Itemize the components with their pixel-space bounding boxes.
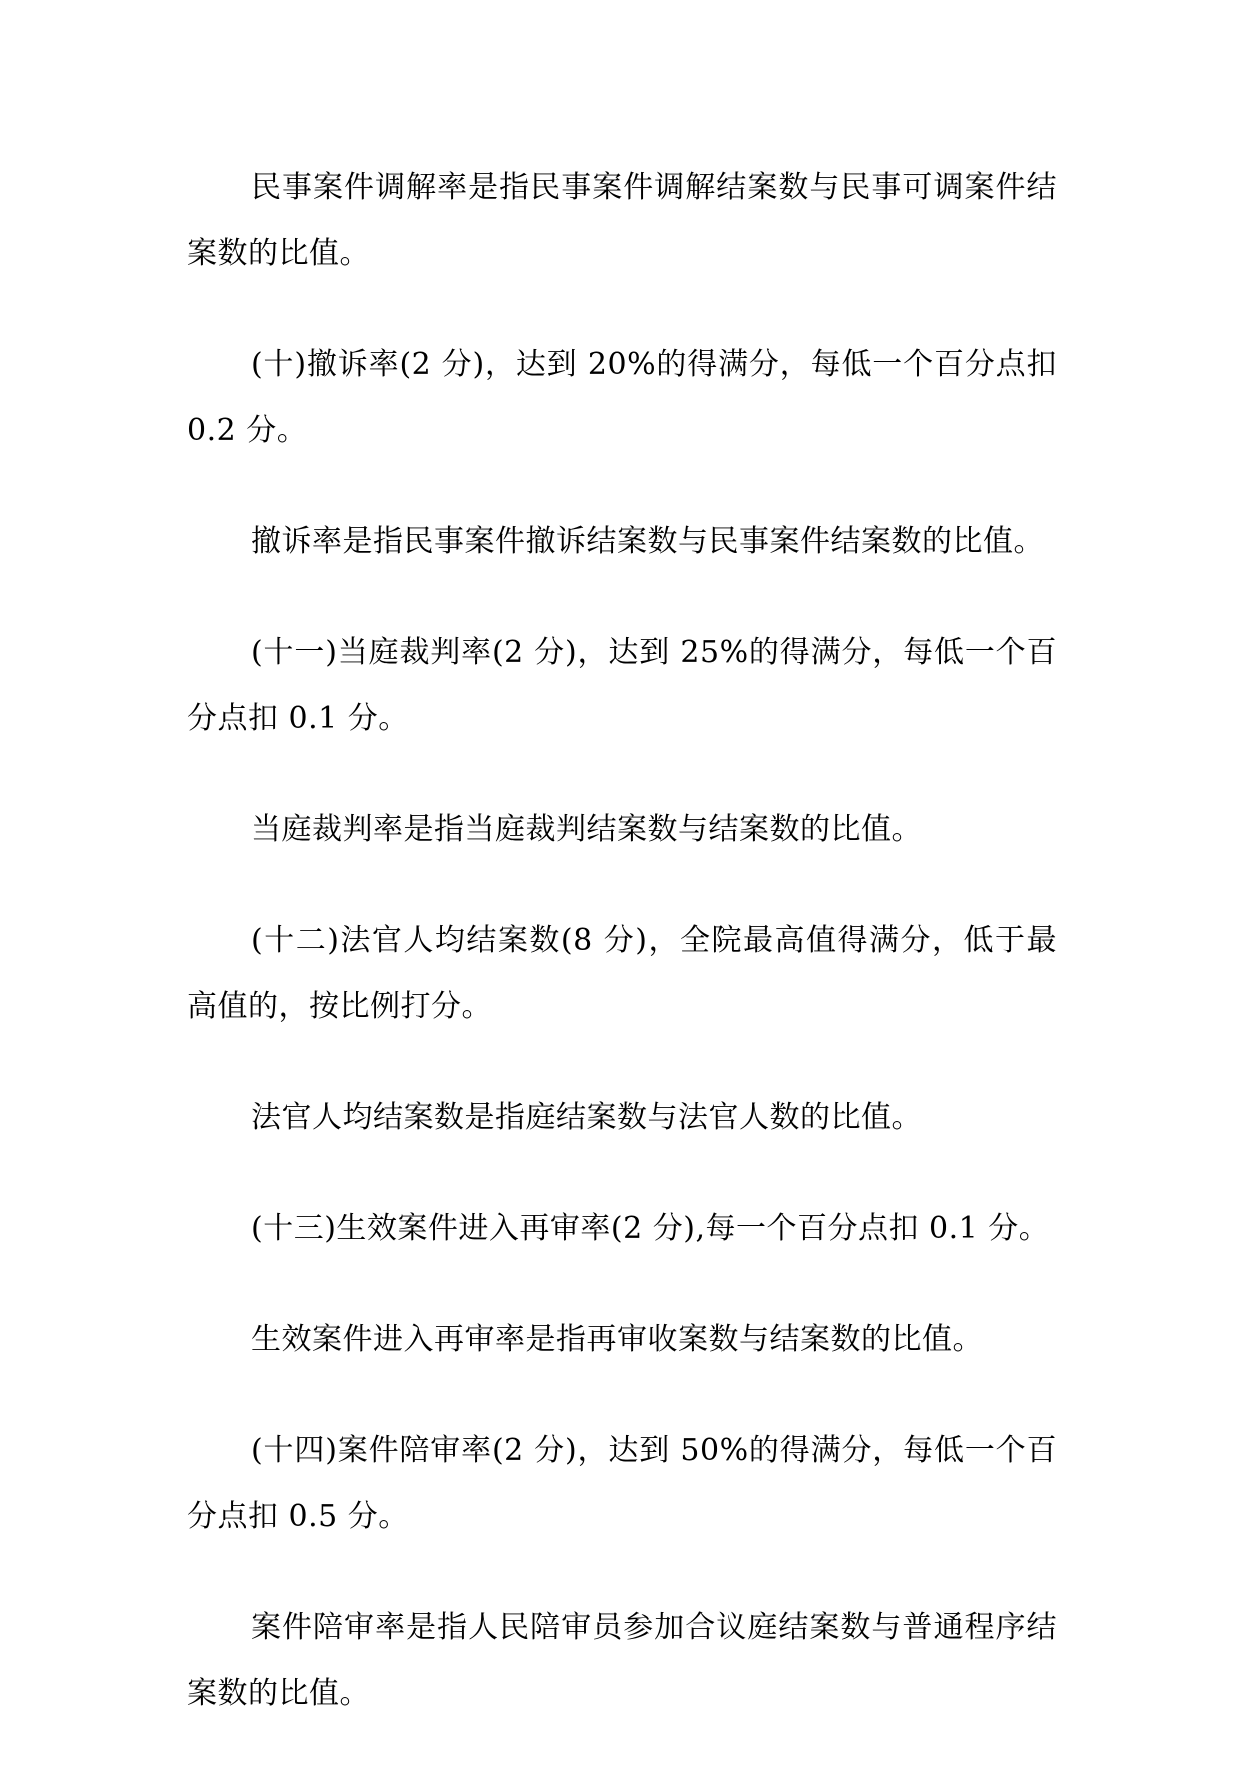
paragraph-withdrawal-rate-rule: (十)撤诉率(2 分)，达到 20%的得满分，每低一个百分点扣 0.2 分。 bbox=[187, 347, 1057, 448]
paragraph-mediation-rate-definition: 民事案件调解率是指民事案件调解结案数与民事可调案件结案数的比值。 bbox=[187, 170, 1057, 271]
paragraph-jury-rate-rule: (十四)案件陪审率(2 分)，达到 50%的得满分，每低一个百分点扣 0.5 分。 bbox=[187, 1433, 1057, 1534]
paragraph-withdrawal-rate-definition: 撤诉率是指民事案件撤诉结案数与民事案件结案数的比值。 bbox=[251, 524, 1044, 559]
paragraph-jury-rate-definition: 案件陪审率是指人民陪审员参加合议庭结案数与普通程序结案数的比值。 bbox=[187, 1610, 1057, 1711]
paragraph-judge-cases-definition: 法官人均结案数是指庭结案数与法官人数的比值。 bbox=[251, 1100, 922, 1135]
paragraph-retrial-rate-rule: (十三)生效案件进入再审率(2 分),每一个百分点扣 0.1 分。 bbox=[251, 1211, 1050, 1246]
paragraph-judge-cases-rule: (十二)法官人均结案数(8 分)，全院最高值得满分，低于最高值的，按比例打分。 bbox=[187, 923, 1057, 1024]
paragraph-court-judgment-rate-rule: (十一)当庭裁判率(2 分)，达到 25%的得满分，每低一个百分点扣 0.1 分。 bbox=[187, 635, 1057, 736]
document-body bbox=[187, 155, 1057, 1772]
paragraph-retrial-rate-definition: 生效案件进入再审率是指再审收案数与结案数的比值。 bbox=[251, 1322, 983, 1357]
paragraph-court-judgment-rate-definition: 当庭裁判率是指当庭裁判结案数与结案数的比值。 bbox=[251, 812, 922, 847]
